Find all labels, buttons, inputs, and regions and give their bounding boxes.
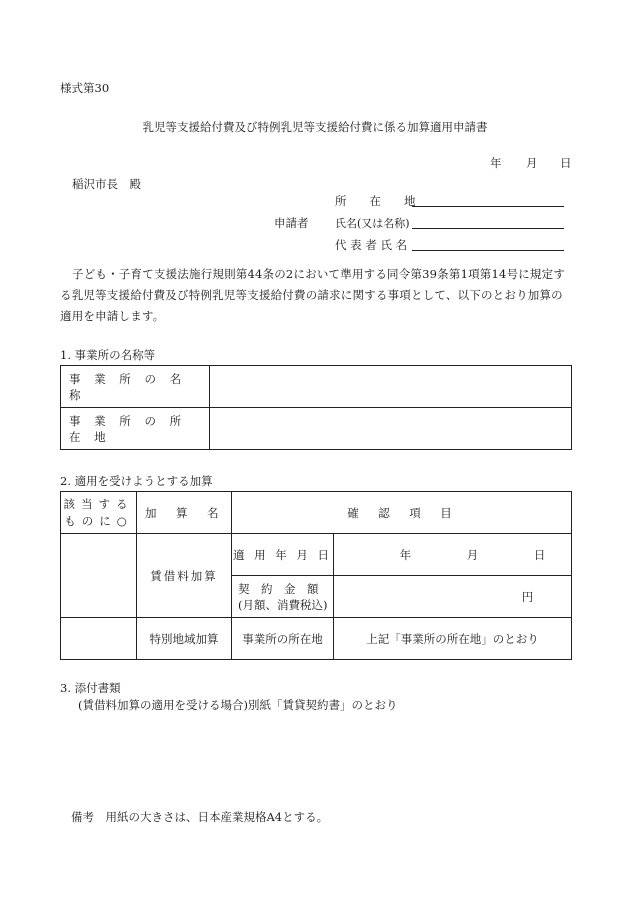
addition-name-header: 加 算 名 bbox=[137, 492, 232, 534]
section1-heading: 1. 事業所の名称等 bbox=[60, 348, 156, 362]
table-row bbox=[61, 534, 572, 576]
apply-date-field[interactable] bbox=[334, 534, 572, 576]
office-address-item-label: 事業所の所在地 bbox=[232, 618, 334, 660]
table-row bbox=[61, 618, 572, 660]
rent-addition-check[interactable] bbox=[61, 534, 137, 618]
section3-heading: 3. 添付書類 bbox=[60, 681, 121, 695]
representative-field[interactable] bbox=[412, 250, 564, 251]
form-number: 様式第30 bbox=[60, 81, 110, 95]
rent-addition-name: 賃借料加算 bbox=[137, 534, 232, 618]
office-address-field[interactable] bbox=[210, 408, 572, 450]
name-label: 氏名(又は名称) bbox=[335, 217, 410, 230]
apply-month-label: 月 bbox=[466, 547, 479, 562]
applicant-label: 申請者 bbox=[274, 216, 309, 230]
section2-heading: 2. 適用を受けようとする加算 bbox=[60, 474, 213, 488]
contract-amount-field[interactable] bbox=[334, 576, 572, 618]
table-row bbox=[61, 366, 572, 408]
apply-day-label: 日 bbox=[533, 547, 546, 562]
addressee: 稲沢市長 殿 bbox=[72, 177, 141, 191]
apply-date-label: 適 用 年 月 日 bbox=[232, 534, 334, 576]
address-field[interactable] bbox=[412, 206, 564, 207]
apply-year-label: 年 bbox=[399, 547, 412, 562]
addition-table bbox=[60, 491, 572, 660]
yen-label: 円 bbox=[521, 589, 534, 604]
office-address-label: 事 業 所 の 所 在 地 bbox=[61, 408, 210, 450]
contract-amount-label: 契 約 金 額 (月額、消費税込) bbox=[232, 576, 334, 618]
attachment-text: (賃借料加算の適用を受ける場合)別紙「賃貸契約書」のとおり bbox=[78, 698, 398, 712]
table-row bbox=[61, 492, 572, 534]
office-address-item-value: 上記「事業所の所在地」のとおり bbox=[334, 618, 572, 660]
special-area-check[interactable] bbox=[61, 618, 137, 660]
date-day-label: 日 bbox=[560, 156, 572, 170]
office-name-label: 事 業 所 の 名 称 bbox=[61, 366, 210, 408]
note-text: 備考 用紙の大きさは、日本産業規格A4とする。 bbox=[71, 810, 329, 824]
page-title: 乳児等支援給付費及び特例乳児等支援給付費に係る加算適用申請書 bbox=[142, 120, 488, 134]
name-field[interactable] bbox=[412, 228, 564, 229]
representative-label: 代 表 者 氏 名 bbox=[335, 238, 408, 252]
applicable-header: 該当するものに○ bbox=[61, 492, 137, 534]
table-row bbox=[61, 408, 572, 450]
office-info-table bbox=[60, 365, 572, 450]
address-label: 所 在 地 bbox=[335, 194, 416, 208]
office-name-field[interactable] bbox=[210, 366, 572, 408]
special-area-addition-name: 特別地域加算 bbox=[137, 618, 232, 660]
body-text: 子ども・子育て支援法施行規則第44条の2において準用する同令第39条第1項第14号に規定する乳児等支援給付費及び特例乳児等支援給付費の請求に関する事項として、以下のとおり加算の適用を申請します。 bbox=[60, 267, 566, 323]
date-month-label: 月 bbox=[526, 156, 538, 170]
date-year-label: 年 bbox=[490, 156, 502, 170]
confirm-items-header: 確 認 項 目 bbox=[232, 492, 572, 534]
